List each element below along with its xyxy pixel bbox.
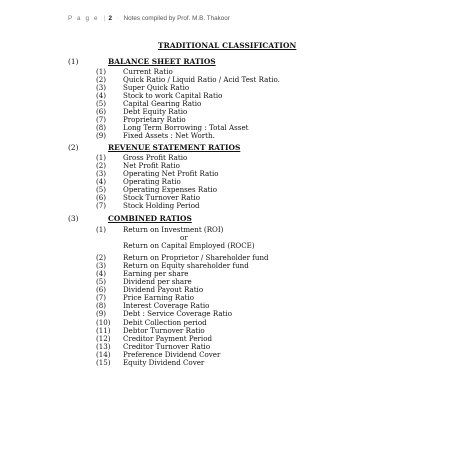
section-number: (3) (68, 214, 79, 223)
list-item: (9) Debt : Service Coverage Ratio (96, 309, 232, 319)
list-item: (1) Current Ratio (96, 67, 173, 76)
list-item: (5) Operating Expenses Ratio (96, 185, 218, 195)
combined-ratio-list (96, 226, 269, 367)
list-item: (5) Capital Gearing Ratio (96, 99, 202, 109)
header-separator: | (103, 15, 106, 22)
list-item: (1) Return on Investment (ROI) (96, 225, 224, 234)
list-item: (15) Equity Dividend Cover (96, 357, 205, 367)
section-heading-combined (68, 214, 192, 223)
list-item: (1) Gross Profit Ratio (96, 153, 188, 162)
list-item: (3) Super Quick Ratio (96, 83, 190, 93)
list-item: (3) Operating Net Profit Ratio (96, 169, 219, 179)
list-item: (5) Dividend per share (96, 277, 192, 287)
section-number: (2) (68, 143, 79, 152)
page-number: 2 (108, 15, 112, 22)
list-item: (7) Proprietary Ratio (96, 115, 186, 125)
list-item: (10) Debit Collection period (96, 317, 207, 327)
list-item: (2) Quick Ratio / Liquid Ratio / Acid Test Ratio. (96, 75, 280, 85)
list-item: (6) Stock Turnover Ratio (96, 193, 201, 203)
or-connector: or (180, 233, 188, 243)
list-item: (14) Preference Dividend Cover (96, 349, 221, 359)
list-item: (4) Stock to work Capital Ratio (96, 91, 223, 101)
balance-sheet-ratio-list (96, 68, 280, 140)
list-item: (6) Dividend Payout Ratio (96, 285, 204, 295)
page-title: TRADITIONAL CLASSIFICATION (158, 41, 297, 50)
page-label: P a g e (68, 15, 100, 22)
section-title: REVENUE STATEMENT RATIOS (108, 143, 241, 152)
page-header: P a g e | 2 · Notes compiled by Prof. M.B. Thakoor (68, 15, 230, 22)
revenue-statement-ratio-list (96, 154, 219, 210)
section-heading-revenue-statement (68, 143, 240, 152)
list-item: (11) Debtor Turnover Ratio (96, 325, 205, 335)
list-item: (2) Net Profit Ratio (96, 161, 180, 171)
section-title: BALANCE SHEET RATIOS (108, 57, 216, 66)
header-notes: Notes compiled by Prof. M.B. Thakoor (123, 15, 230, 22)
list-item: (7) Price Earning Ratio (96, 293, 194, 303)
list-item: (8) Interest Coverage Ratio (96, 301, 210, 311)
section-number: (1) (68, 57, 79, 66)
list-item: (13) Creditor Turnover Ratio (96, 341, 211, 351)
list-item: (6) Debt Equity Ratio (96, 107, 188, 117)
list-item: (4) Earning per share (96, 269, 189, 279)
list-item: (9) Fixed Assets : Net Worth. (96, 131, 215, 141)
list-item: (8) Long Term Borrowing : Total Asset (96, 123, 249, 133)
list-item: (12) Creditor Payment Period (96, 333, 213, 343)
list-item: (3) Return on Equity shareholder fund (96, 261, 249, 271)
list-item-continuation: Return on Capital Employed (ROCE) (123, 241, 255, 251)
section-title: COMBINED RATIOS (108, 214, 192, 223)
list-item: (2) Return on Proprietor / Shareholder fund (96, 253, 269, 263)
list-item: (7) Stock Holding Period (96, 201, 200, 211)
list-item: (4) Operating Ratio (96, 177, 181, 187)
section-heading-balance-sheet (68, 57, 216, 66)
